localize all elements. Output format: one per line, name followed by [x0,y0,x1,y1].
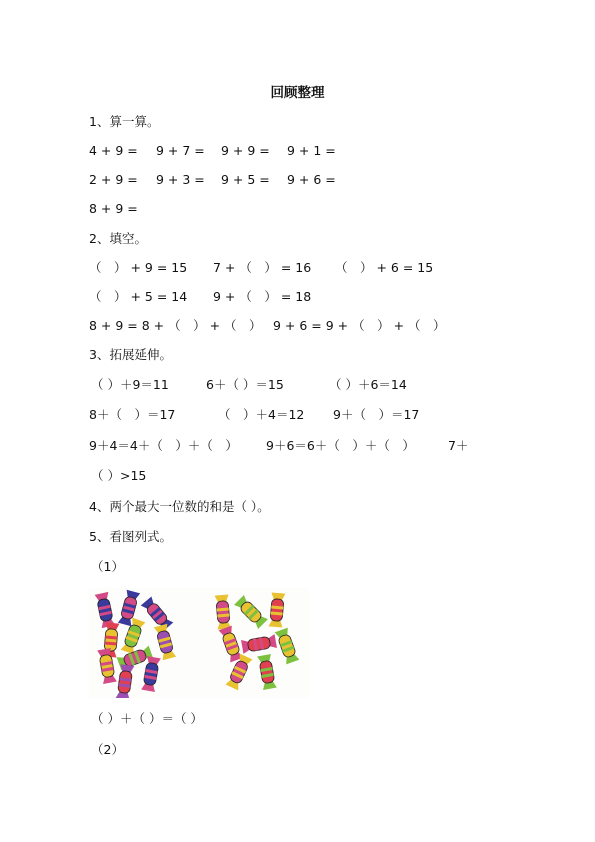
s3-q8: 9＋6＝6＋（ ）＋（ ） [266,438,415,453]
s2-q5: 9 + （ ） = 18 [213,289,312,304]
s1-q2: 9 + 7 = [156,143,205,158]
s2-q2: 7 + （ ） = 16 [213,260,312,275]
candy-13 [269,592,286,627]
s2-q4: （ ） + 5 = 14 [89,289,188,304]
candy-12 [234,595,268,629]
part-2-label: （2） [91,742,124,757]
section-3-heading: 3、拓展延伸。 [89,347,172,362]
s1-q1: 4 + 9 = [89,143,138,158]
s2-q3: （ ） + 6 = 15 [335,260,434,275]
s2-q1: （ ） + 9 = 15 [89,260,188,275]
s3-q6: 9＋（ ）＝17 [333,407,420,422]
equation-blanks: （ ）＋（ ）＝（ ） [91,711,203,726]
candies-picture [89,588,309,698]
candy-1 [95,592,116,628]
section-1-heading: 1、算一算。 [89,114,160,129]
s3-q1: （ ）＋9＝11 [91,377,169,392]
candy-3 [141,596,174,631]
candy-9 [154,624,176,660]
candy-10 [141,656,161,692]
s2-q7: 9 + 6 = 9 + （ ） + （ ） [273,318,446,333]
s1-q8: 9 + 6 = [287,172,336,187]
s3-q9-start: 7＋ [448,438,469,453]
section-2-heading: 2、填空。 [89,231,147,246]
candy-15 [241,634,277,654]
s1-q9: 8 + 9 = [89,201,138,216]
candy-18 [257,654,277,690]
candy-14 [219,626,244,663]
s3-q4: 8＋（ ）＝17 [89,407,176,422]
s1-q7: 9 + 5 = [221,172,270,187]
s3-q2: 6＋（ ）＝15 [206,377,284,392]
s2-q6: 8 + 9 = 8 + （ ） + （ ） [89,318,262,333]
s1-q3: 9 + 9 = [221,143,270,158]
s3-q9-end: （ ）>15 [91,468,147,483]
s3-q7: 9＋4＝4＋（ ）＋（ ） [89,438,238,453]
candy-11 [215,594,232,629]
candy-16 [275,628,300,665]
s1-q6: 9 + 3 = [156,172,205,187]
part-1-label: （1） [91,559,124,574]
s1-q5: 2 + 9 = [89,172,138,187]
section-5-heading: 5、看图列式。 [89,529,172,544]
s3-q3: （ ）＋6＝14 [329,377,407,392]
s1-q4: 9 + 1 = [287,143,336,158]
s3-q5: （ ）＋4＝12 [218,407,305,422]
candy-8 [116,664,135,698]
page-title: 回顾整理 [270,85,325,101]
section-4-question: 4、两个最大一位数的和是（ ）。 [89,499,270,514]
